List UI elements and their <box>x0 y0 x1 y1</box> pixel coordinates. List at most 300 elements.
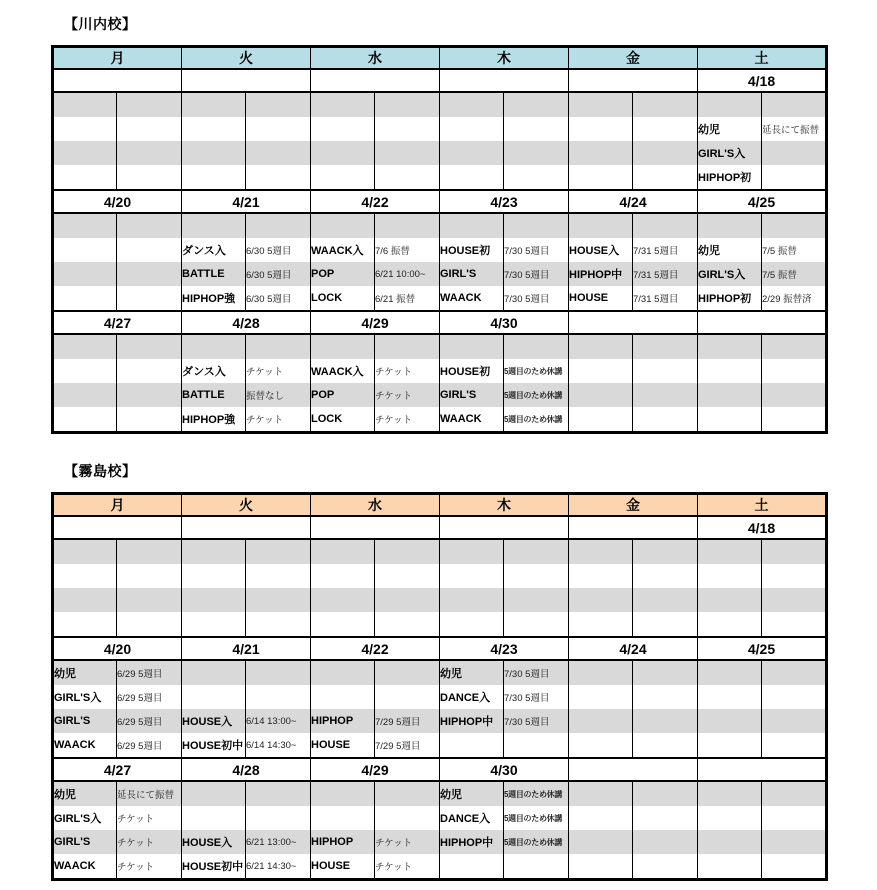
class-cell: HOUSE入 <box>182 830 246 854</box>
class-cell: WAACK <box>53 733 117 758</box>
date-cell: 4/18 <box>698 69 827 92</box>
class-cell <box>440 165 504 190</box>
date-cell: 4/23 <box>440 190 569 213</box>
note-cell <box>633 733 698 758</box>
date-cell: 4/21 <box>182 190 311 213</box>
note-cell: 7/30 5週目 <box>504 685 569 709</box>
class-cell <box>311 588 375 612</box>
note-cell <box>504 733 569 758</box>
class-cell <box>698 383 762 407</box>
note-cell <box>504 165 569 190</box>
class-cell <box>440 117 504 141</box>
note-cell: 7/29 5週目 <box>375 709 440 733</box>
class-cell <box>311 781 375 806</box>
schedule-row <box>53 806 827 830</box>
note-cell: 5週目のため休講 <box>504 359 569 383</box>
class-cell: GIRL'S入 <box>53 685 117 709</box>
class-cell <box>53 92 117 117</box>
class-cell <box>569 854 633 880</box>
class-cell <box>182 781 246 806</box>
class-cell: WAACK <box>53 854 117 880</box>
note-cell <box>504 141 569 165</box>
note-cell <box>117 262 182 286</box>
note-cell <box>117 238 182 262</box>
date-cell: 4/27 <box>53 758 182 781</box>
class-cell <box>440 539 504 564</box>
class-cell <box>569 733 633 758</box>
note-cell <box>633 612 698 637</box>
class-cell <box>182 165 246 190</box>
note-cell <box>762 660 827 685</box>
note-cell <box>117 588 182 612</box>
date-cell: 4/21 <box>182 637 311 660</box>
note-cell: チケット <box>375 854 440 880</box>
note-cell: チケット <box>117 830 182 854</box>
class-cell <box>698 830 762 854</box>
day-header-2: 水 <box>311 47 440 70</box>
date-cell: 4/29 <box>311 311 440 334</box>
class-cell <box>53 359 117 383</box>
class-cell <box>53 238 117 262</box>
note-cell: 6/21 10:00~ <box>375 262 440 286</box>
day-header-4: 金 <box>569 47 698 70</box>
class-cell: GIRL'S <box>53 830 117 854</box>
class-cell <box>53 213 117 238</box>
schedule-row <box>53 854 827 880</box>
note-cell <box>504 612 569 637</box>
class-cell: HIPHOP <box>311 709 375 733</box>
note-cell <box>117 92 182 117</box>
class-cell <box>53 564 117 588</box>
note-cell <box>762 141 827 165</box>
note-cell <box>762 612 827 637</box>
class-cell: HIPHOP強 <box>182 407 246 433</box>
note-cell: 5週目のため休講 <box>504 806 569 830</box>
class-cell: HOUSE入 <box>182 709 246 733</box>
class-cell <box>440 213 504 238</box>
schedule-row <box>53 660 827 685</box>
note-cell <box>633 685 698 709</box>
note-cell <box>375 781 440 806</box>
class-cell <box>569 588 633 612</box>
class-cell: DANCE入 <box>440 806 504 830</box>
note-cell: 6/14 13:00~ <box>246 709 311 733</box>
date-cell <box>182 516 311 539</box>
note-cell <box>117 141 182 165</box>
class-cell: LOCK <box>311 407 375 433</box>
date-cell <box>53 516 182 539</box>
note-cell: 7/5 振替 <box>762 238 827 262</box>
note-cell <box>762 539 827 564</box>
class-cell <box>569 781 633 806</box>
class-cell <box>440 612 504 637</box>
note-cell <box>375 806 440 830</box>
class-cell <box>698 660 762 685</box>
class-cell <box>311 685 375 709</box>
class-cell <box>440 733 504 758</box>
class-cell <box>698 359 762 383</box>
class-cell <box>569 407 633 433</box>
class-cell <box>311 806 375 830</box>
class-cell <box>698 612 762 637</box>
note-cell <box>375 334 440 359</box>
note-cell <box>762 92 827 117</box>
note-cell <box>117 407 182 433</box>
class-cell <box>569 383 633 407</box>
date-cell <box>569 758 698 781</box>
class-cell <box>698 685 762 709</box>
schedule-row <box>53 286 827 311</box>
class-cell: DANCE入 <box>440 685 504 709</box>
class-cell: GIRL'S入 <box>698 141 762 165</box>
class-cell: HIPHOP中 <box>440 709 504 733</box>
note-cell: 5週目のため休講 <box>504 830 569 854</box>
class-cell <box>698 806 762 830</box>
note-cell <box>117 359 182 383</box>
day-header-4: 金 <box>569 494 698 517</box>
note-cell <box>375 539 440 564</box>
class-cell <box>182 588 246 612</box>
note-cell <box>504 539 569 564</box>
class-cell <box>53 407 117 433</box>
date-cell <box>569 69 698 92</box>
class-cell: ダンス入 <box>182 359 246 383</box>
note-cell <box>762 383 827 407</box>
date-cell: 4/29 <box>311 758 440 781</box>
note-cell: 7/30 5週目 <box>504 709 569 733</box>
class-cell <box>182 117 246 141</box>
note-cell: 6/29 5週目 <box>117 733 182 758</box>
schedule-table-kirishima <box>51 492 828 881</box>
note-cell: 6/30 5週目 <box>246 262 311 286</box>
note-cell: 6/14 14:30~ <box>246 733 311 758</box>
note-cell <box>375 685 440 709</box>
class-cell: HOUSE初 <box>440 359 504 383</box>
note-cell: チケット <box>117 806 182 830</box>
note-cell <box>633 359 698 383</box>
class-cell <box>440 141 504 165</box>
date-cell <box>698 311 827 334</box>
class-cell <box>440 92 504 117</box>
note-cell: チケット <box>246 359 311 383</box>
date-cell: 4/20 <box>53 190 182 213</box>
note-cell: チケット <box>375 359 440 383</box>
note-cell <box>633 854 698 880</box>
class-cell <box>569 141 633 165</box>
note-cell <box>246 165 311 190</box>
class-cell <box>698 854 762 880</box>
note-cell <box>633 383 698 407</box>
class-cell <box>182 213 246 238</box>
schedule-row <box>53 733 827 758</box>
class-cell <box>569 117 633 141</box>
note-cell <box>762 806 827 830</box>
schedule-row <box>53 612 827 637</box>
note-cell <box>762 359 827 383</box>
date-cell <box>698 758 827 781</box>
schedule-row <box>53 92 827 117</box>
class-cell <box>440 564 504 588</box>
note-cell <box>633 407 698 433</box>
note-cell: 6/21 14:30~ <box>246 854 311 880</box>
note-cell <box>375 612 440 637</box>
class-cell: BATTLE <box>182 383 246 407</box>
note-cell: 7/29 5週目 <box>375 733 440 758</box>
class-cell <box>311 213 375 238</box>
note-cell <box>504 854 569 880</box>
class-cell <box>569 830 633 854</box>
note-cell <box>117 612 182 637</box>
class-cell <box>569 334 633 359</box>
note-cell: 7/30 5週目 <box>504 238 569 262</box>
note-cell: 6/30 5週目 <box>246 286 311 311</box>
note-cell: 延長にて振替 <box>117 781 182 806</box>
note-cell: チケット <box>375 407 440 433</box>
note-cell <box>117 165 182 190</box>
note-cell <box>246 564 311 588</box>
note-cell: 7/31 5週目 <box>633 238 698 262</box>
day-header-0: 月 <box>53 47 182 70</box>
note-cell <box>633 92 698 117</box>
class-cell <box>311 564 375 588</box>
date-cell: 4/27 <box>53 311 182 334</box>
schedule-row <box>53 539 827 564</box>
date-row-week-1 <box>53 637 827 660</box>
class-cell <box>440 334 504 359</box>
class-cell: BATTLE <box>182 262 246 286</box>
note-cell <box>246 685 311 709</box>
note-cell <box>504 92 569 117</box>
class-cell <box>182 92 246 117</box>
schedule-row <box>53 830 827 854</box>
class-cell: WAACK <box>440 286 504 311</box>
class-cell: 幼児 <box>698 117 762 141</box>
class-cell: HOUSE <box>311 854 375 880</box>
note-cell <box>762 407 827 433</box>
class-cell <box>53 539 117 564</box>
schedule-row <box>53 588 827 612</box>
note-cell <box>246 806 311 830</box>
day-header-1: 火 <box>182 494 311 517</box>
note-cell: 5週目のため休講 <box>504 407 569 433</box>
class-cell <box>311 165 375 190</box>
school-title-kawauchi: 【川内校】 <box>64 16 137 32</box>
note-cell <box>246 539 311 564</box>
schedule-row <box>53 359 827 383</box>
class-cell: GIRL'S <box>440 262 504 286</box>
class-cell <box>311 539 375 564</box>
note-cell <box>375 213 440 238</box>
note-cell <box>762 781 827 806</box>
schedule-row <box>53 165 827 190</box>
note-cell: 5週目のため休講 <box>504 383 569 407</box>
class-cell: HIPHOP初 <box>698 165 762 190</box>
date-cell <box>311 69 440 92</box>
class-cell <box>698 92 762 117</box>
day-header-5: 土 <box>698 494 827 517</box>
note-cell <box>504 564 569 588</box>
date-cell: 4/24 <box>569 190 698 213</box>
note-cell <box>633 709 698 733</box>
day-header-2: 水 <box>311 494 440 517</box>
date-cell: 4/22 <box>311 190 440 213</box>
note-cell <box>375 117 440 141</box>
note-cell <box>246 588 311 612</box>
class-cell <box>311 334 375 359</box>
class-cell <box>53 141 117 165</box>
class-cell: HIPHOP中 <box>569 262 633 286</box>
class-cell: HIPHOP初 <box>698 286 762 311</box>
day-header-3: 木 <box>440 494 569 517</box>
class-cell <box>569 165 633 190</box>
class-cell <box>53 165 117 190</box>
note-cell: チケット <box>246 407 311 433</box>
class-cell: LOCK <box>311 286 375 311</box>
schedule-row <box>53 685 827 709</box>
class-cell: POP <box>311 262 375 286</box>
note-cell: 6/29 5週目 <box>117 685 182 709</box>
note-cell <box>117 213 182 238</box>
class-cell: HOUSE <box>311 733 375 758</box>
class-cell <box>311 660 375 685</box>
class-cell <box>182 685 246 709</box>
class-cell <box>698 588 762 612</box>
class-cell: HOUSE <box>569 286 633 311</box>
note-cell: チケット <box>375 383 440 407</box>
class-cell <box>182 334 246 359</box>
note-cell <box>375 588 440 612</box>
note-cell <box>246 213 311 238</box>
note-cell: 7/30 5週目 <box>504 262 569 286</box>
class-cell <box>311 117 375 141</box>
note-cell <box>633 141 698 165</box>
note-cell <box>762 165 827 190</box>
note-cell: 7/5 振替 <box>762 262 827 286</box>
date-cell: 4/25 <box>698 637 827 660</box>
note-cell <box>375 165 440 190</box>
class-cell <box>53 286 117 311</box>
note-cell <box>762 213 827 238</box>
class-cell <box>53 383 117 407</box>
note-cell: 7/31 5週目 <box>633 286 698 311</box>
date-cell <box>440 516 569 539</box>
note-cell: 7/30 5週目 <box>504 286 569 311</box>
note-cell <box>117 539 182 564</box>
class-cell: GIRL'S <box>53 709 117 733</box>
class-cell <box>53 117 117 141</box>
class-cell <box>698 709 762 733</box>
class-cell: GIRL'S入 <box>698 262 762 286</box>
class-cell <box>440 588 504 612</box>
note-cell <box>246 612 311 637</box>
schedule-row <box>53 117 827 141</box>
note-cell <box>633 830 698 854</box>
school-title-kirishima: 【霧島校】 <box>64 463 137 479</box>
schedule-row <box>53 781 827 806</box>
note-cell <box>504 588 569 612</box>
note-cell <box>762 854 827 880</box>
class-cell <box>698 733 762 758</box>
class-cell: 幼児 <box>53 660 117 685</box>
class-cell: HIPHOP中 <box>440 830 504 854</box>
note-cell <box>117 286 182 311</box>
day-header-3: 木 <box>440 47 569 70</box>
class-cell <box>569 806 633 830</box>
class-cell <box>182 660 246 685</box>
class-cell: GIRL'S入 <box>53 806 117 830</box>
note-cell <box>246 660 311 685</box>
date-cell <box>53 69 182 92</box>
class-cell <box>53 334 117 359</box>
schedule-row <box>53 383 827 407</box>
class-cell: 幼児 <box>440 781 504 806</box>
class-cell <box>569 564 633 588</box>
note-cell <box>375 92 440 117</box>
note-cell <box>762 564 827 588</box>
note-cell <box>246 117 311 141</box>
class-cell <box>311 612 375 637</box>
note-cell: 7/30 5週目 <box>504 660 569 685</box>
class-cell <box>569 213 633 238</box>
schedule-row <box>53 709 827 733</box>
schedule-row <box>53 564 827 588</box>
note-cell <box>117 117 182 141</box>
class-cell <box>698 213 762 238</box>
class-cell <box>569 539 633 564</box>
class-cell <box>698 334 762 359</box>
date-cell: 4/30 <box>440 758 569 781</box>
note-cell <box>117 334 182 359</box>
note-cell <box>375 660 440 685</box>
schedule-row <box>53 262 827 286</box>
class-cell <box>698 781 762 806</box>
class-cell: HIPHOP強 <box>182 286 246 311</box>
schedule-row <box>53 407 827 433</box>
class-cell: WAACK入 <box>311 359 375 383</box>
date-cell: 4/28 <box>182 758 311 781</box>
class-cell <box>698 407 762 433</box>
class-cell <box>569 359 633 383</box>
note-cell <box>375 564 440 588</box>
date-cell: 4/30 <box>440 311 569 334</box>
day-header-1: 火 <box>182 47 311 70</box>
note-cell: 延長にて振替 <box>762 117 827 141</box>
date-cell: 4/24 <box>569 637 698 660</box>
class-cell <box>569 92 633 117</box>
class-cell <box>569 709 633 733</box>
note-cell <box>762 830 827 854</box>
date-row-week-2 <box>53 311 827 334</box>
class-cell <box>569 612 633 637</box>
class-cell: HOUSE初 <box>440 238 504 262</box>
class-cell <box>311 92 375 117</box>
class-cell <box>569 685 633 709</box>
class-cell <box>182 141 246 165</box>
schedule-row <box>53 213 827 238</box>
note-cell <box>504 213 569 238</box>
note-cell: 6/21 振替 <box>375 286 440 311</box>
note-cell <box>633 117 698 141</box>
note-cell <box>246 334 311 359</box>
class-cell <box>698 564 762 588</box>
class-cell: POP <box>311 383 375 407</box>
day-header-row <box>53 494 827 517</box>
note-cell <box>633 660 698 685</box>
class-cell: WAACK入 <box>311 238 375 262</box>
date-row-week-0 <box>53 69 827 92</box>
schedule-row <box>53 141 827 165</box>
schedule-row <box>53 334 827 359</box>
